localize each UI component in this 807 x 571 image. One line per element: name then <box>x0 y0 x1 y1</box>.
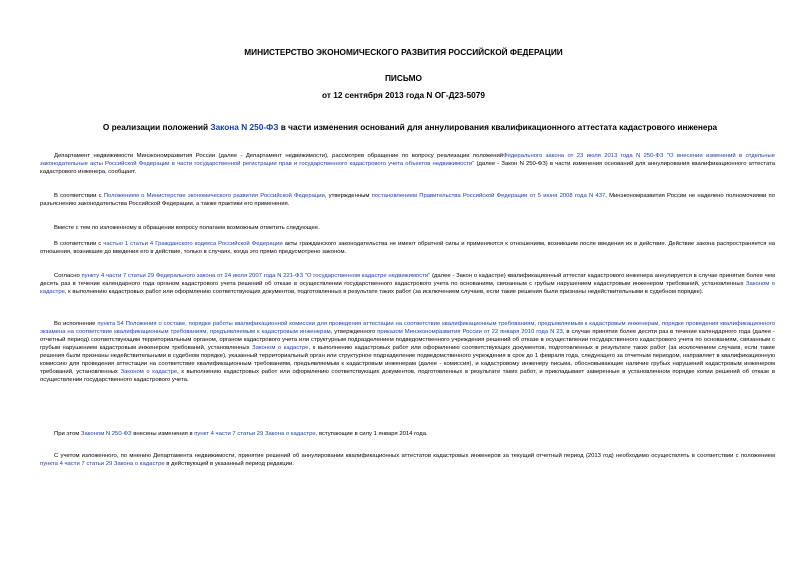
paragraph-text: , к выполнению кадастровых работ или оформлению соответствующих документов, подготовленных в результате таких работ (за исключением случаев, если такие решения были признаны недействительными в судебном порядке). <box>64 289 704 295</box>
paragraph-text: внесены изменения в <box>131 431 195 437</box>
article-29-clause-4-link[interactable]: пункт 4 части 7 статьи 29 Закона о кадастре <box>194 431 316 437</box>
paragraph-text: Департамент недвижимости Минэкономразвития России (далее - Департамент недвижимости), рассмотрев обращение по вопросу реализации положений <box>54 153 504 159</box>
ministry-heading: МИНИСТЕРСТВО ЭКОНОМИЧЕСКОГО РАЗВИТИЯ РОССИЙСКОЙ ФЕДЕРАЦИИ <box>244 47 563 57</box>
paragraph-civil-code <box>40 240 775 256</box>
ministry-regulation-link[interactable]: Положением о Министерстве экономического развития Российской Федерации <box>103 193 325 199</box>
paragraph-text: В соответствии с <box>54 193 104 199</box>
paragraph-text: При этом <box>54 431 81 437</box>
paragraph-text: (далее - Закон N 250-ФЗ) в части изменения оснований для аннулирования квалификационного аттестата кадастрового инженера, сообщает. <box>40 161 775 175</box>
law-250-link[interactable]: Законом N 250-ФЗ <box>80 431 132 437</box>
civil-code-article-4-link[interactable]: частью 1 статьи 4 Гражданского кодекса Российской Федерации <box>103 241 283 247</box>
paragraph-text: в действующей в указанный период редакции. <box>164 461 294 467</box>
paragraph-text: , Минэкономразвития России не наделено полномочиями по разъяснению законодательства Российской Федерации, а также практики его применения. <box>40 193 775 207</box>
paragraph-text: , к выполнению кадастровых работ или оформлению соответствующих документов, подготовленных в результате таких работ, и прикладывает заверенные в установленном порядке копии решений об отказе в осуществлении государственного кадастрового учета. <box>40 369 775 383</box>
paragraph-text: В соответствии с <box>54 241 104 247</box>
paragraph-text: , утвержденным <box>324 193 372 199</box>
federal-law-250-link[interactable]: Федерального закона от 23 июля 2013 года N 250-ФЗ "О внесении изменений в отдельные законодательные акты Российской Федерации в части государственной регистрации прав и государственного кадастрового учета объектов недвижимости" <box>40 153 775 167</box>
paragraph-cadastre-law <box>40 272 775 296</box>
cadastre-law-link[interactable]: Законом о кадастре <box>252 345 309 351</box>
paragraph-text: С учетом изложенного, по мнению Департамента недвижимости, принятие решений об аннулировании квалификационных аттестатов кадастровых инженеров за текущий отчетный период (2013 год) необходимо осуществлять в соответствии с положением <box>54 453 775 459</box>
paragraph-text: (далее - Закон о кадастре) квалификационный аттестат кадастрового инженера аннулируется в случае принятия более чем десять раз в течение календарного года органом кадастрового учета решений об отказе в осуществлении государственного кадастрового учета по основаниям, связанным с грубым нарушением кадастровым инженером требований, установленных <box>40 273 776 287</box>
cadastre-law-link[interactable]: Законом о кадастре <box>120 369 178 375</box>
paragraph-text: , в случае принятия более десяти раз в течение календарного года (далее - отчетный период) соответствующим территориальным органом, органом кадастрового учета или структурным подразделением подведомственного учреждения решений об отказе в осуществлении государственного кадастрового учета по основаниям, связанным с грубым нарушением кадастровым инженером требований, установленных <box>40 329 775 351</box>
paragraph-note <box>40 224 775 232</box>
paragraph-conclusion <box>40 452 775 468</box>
document-type: ПИСЬМО <box>384 73 423 83</box>
paragraph-text: , вступающие в силу 1 января 2014 года. <box>315 431 428 437</box>
paragraph-amendment <box>40 430 775 438</box>
paragraph-text: Во исполнение <box>54 321 98 327</box>
paragraph-text: , утвержденного <box>330 329 378 335</box>
paragraph-text: Вместе с тем по изложенному в обращении вопросу полагаем возможным отметить следующее. <box>54 225 320 231</box>
document-title <box>30 122 790 132</box>
article-29-clause-4-link[interactable]: пункта 4 части 7 статьи 29 Закона о кадастре <box>40 461 165 467</box>
paragraph-intro <box>40 152 775 176</box>
paragraph-text: акты гражданского законодательства не имеют обратной силы и применяются к отношениям, возникшим после введения их в действие. Действие закона распространяется на отношения, возникшие до введения его в действие, только в случаях, когда это прямо предусмотрено законом. <box>40 241 776 255</box>
law-221-article-29-link[interactable]: пункту 4 части 7 статьи 29 Федерального закона от 24 июля 2007 года N 221-ФЗ "О государственном кадастре недвижимости" <box>81 273 431 279</box>
government-decree-437-link[interactable]: постановлением Правительства Российской Федерации от 5 июня 2008 года N 437 <box>371 193 606 199</box>
order-23-link[interactable]: приказом Минэкономразвития России от 22 января 2010 года N 23 <box>377 329 563 335</box>
commission-regulation-link[interactable]: пункта 54 Положения о составе, порядке работы квалификационной комиссии для проведения аттестации на соответствие квалификационным требованиям, предъявляемым к кадастровым инженерам, порядке проведения квалификационного экзамена на соответствие квалификационным требованиям, предъявляемым к кадастровым инженерам <box>40 321 776 335</box>
title-text: в части изменения оснований для аннулирования квалификационного аттестата кадастрового инженера <box>278 122 718 132</box>
paragraph-commission <box>40 320 775 384</box>
paragraph-authority <box>40 192 775 208</box>
paragraph-text: Согласно <box>54 273 82 279</box>
paragraph-text: , к выполнению кадастровых работ или оформлению соответствующих документов, подготовленных в результате таких работ (за исключением случаев, если такие решения были признаны недействительными в судебном порядке), указанный территориальный орган или структурное подразделение подведомственного учреждения в срок до 1 февраля года, следующего за отчетным периодом, направляет в квалификационную комиссию для проведения аттестации на соответствие квалификационным требованиям, предъявляемым к кадастровым инженерам (далее - комиссия), и кадастровому инженеру письма, обосновывающие наличие грубых нарушений кадастровым инженером требований, установленных <box>40 345 775 375</box>
document-date-number: от 12 сентября 2013 года N ОГ-Д23-5079 <box>322 90 485 100</box>
law-250-link[interactable]: Закона N 250-ФЗ <box>210 122 279 132</box>
title-text: О реализации положений <box>102 122 211 132</box>
cadastre-law-link[interactable]: Законом о кадастре <box>40 281 775 295</box>
